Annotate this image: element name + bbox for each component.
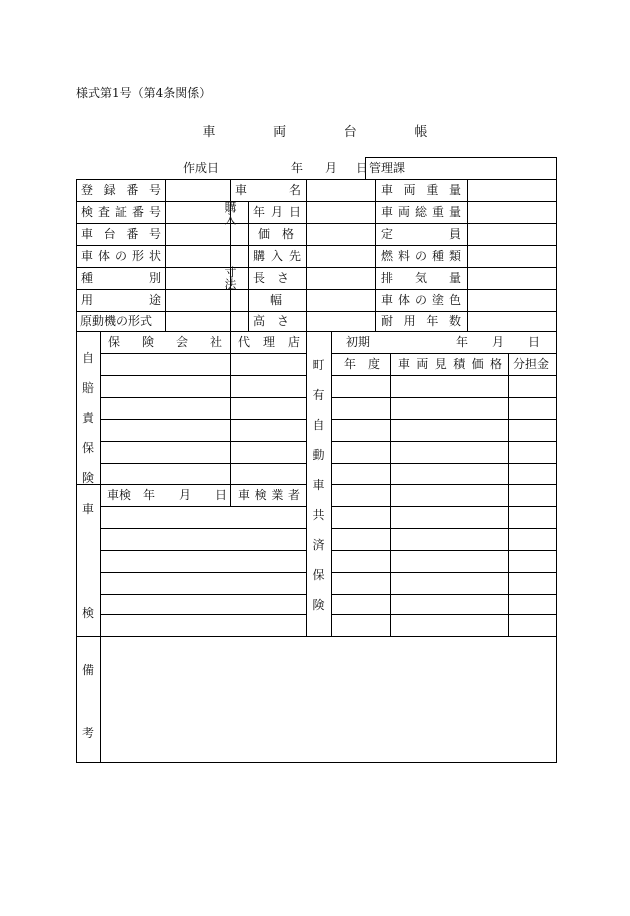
initial-year-label: 年 (456, 335, 469, 349)
vlabel-char: 自 (81, 351, 94, 365)
gross-weight-label: 車両総重量 (381, 205, 461, 219)
inspection-vertical-label-top: 車 (81, 502, 94, 516)
width-label: 幅 (270, 293, 283, 307)
created-day-label: 日 (356, 161, 369, 175)
registration-number-label: 登 録 番 号 (81, 183, 161, 197)
fiscal-year-header: 年 度 (344, 357, 381, 371)
purchased-from-label: 購 入 先 (253, 249, 301, 263)
vlabel-char: 険 (81, 471, 94, 485)
vlabel-char: 保 (312, 568, 325, 582)
remarks-vertical-label-bottom: 考 (81, 726, 94, 740)
purchase-vertical-label: 購入 (223, 201, 237, 225)
form-caption: 様式第1号（第4条関係） (76, 86, 212, 100)
body-color-label: 車体の塗色 (381, 293, 461, 307)
title-char: 台 (343, 125, 357, 140)
vlabel-char: 共 (312, 508, 325, 522)
share-header: 分担金 (513, 357, 550, 371)
displacement-label: 排 気 量 (381, 271, 461, 285)
purchase-date-label: 年 月 日 (253, 205, 301, 219)
vehicle-weight-label: 車 両 重 量 (381, 183, 461, 197)
inspection-vertical-label-bottom: 検 (81, 606, 94, 620)
vlabel-char: 険 (312, 598, 325, 612)
insurance-agent-header: 代 理 店 (238, 335, 300, 349)
vehicle-use-label: 用 途 (81, 293, 161, 307)
vlabel-char: 動 (312, 448, 325, 462)
inspection-vendor-header: 車検業者 (238, 488, 300, 502)
created-date-label: 作成日 (183, 161, 220, 175)
body-shape-label: 車体の形状 (81, 249, 161, 263)
remarks-vertical-label-top: 備 (81, 663, 94, 677)
price-label: 価 格 (258, 227, 295, 241)
vlabel-char: 自 (312, 418, 325, 432)
engine-type-label: 原動機の形式 (80, 314, 153, 328)
created-month-label: 月 (325, 161, 338, 175)
initial-month-label: 月 (492, 335, 505, 349)
town-insurance-vertical-label (306, 350, 331, 620)
page-title (200, 121, 430, 140)
title-char: 帳 (414, 125, 428, 140)
vlabel-char: 町 (312, 358, 325, 372)
initial-day-label: 日 (528, 335, 541, 349)
created-year-label: 年 (291, 161, 304, 175)
inspection-cert-number-label: 検査証番号 (81, 205, 161, 219)
vehicle-type-label: 種 別 (81, 271, 161, 285)
insurance-company-header: 保 険 会 社 (108, 335, 222, 349)
vlabel-char: 車 (312, 478, 325, 492)
chassis-number-label: 車 台 番 号 (81, 227, 161, 241)
vlabel-char: 賠 (81, 381, 94, 395)
vehicle-name-label: 車 名 (235, 183, 301, 197)
initial-label: 初期 (346, 335, 371, 349)
vlabel-char: 有 (312, 388, 325, 402)
vlabel-char: 済 (312, 538, 325, 552)
service-life-label: 耐 用 年 数 (381, 314, 461, 328)
fuel-type-label: 燃料の種類 (381, 249, 461, 263)
compulsory-insurance-vertical-label (76, 343, 100, 493)
vlabel-char: 責 (81, 411, 94, 425)
inspection-date-header: 車検 年 月 日 (107, 488, 228, 502)
length-label: 長 さ (253, 271, 290, 285)
department-label: 管理課 (369, 161, 406, 175)
title-char: 両 (273, 125, 287, 140)
estimated-value-header: 車 両 見 積 価 格 (398, 357, 502, 371)
vlabel-char: 保 (81, 441, 94, 455)
title-char: 車 (202, 125, 216, 140)
dimension-vertical-label: 寸法 (223, 266, 237, 290)
capacity-label: 定 員 (381, 227, 461, 241)
height-label: 高 さ (253, 314, 290, 328)
